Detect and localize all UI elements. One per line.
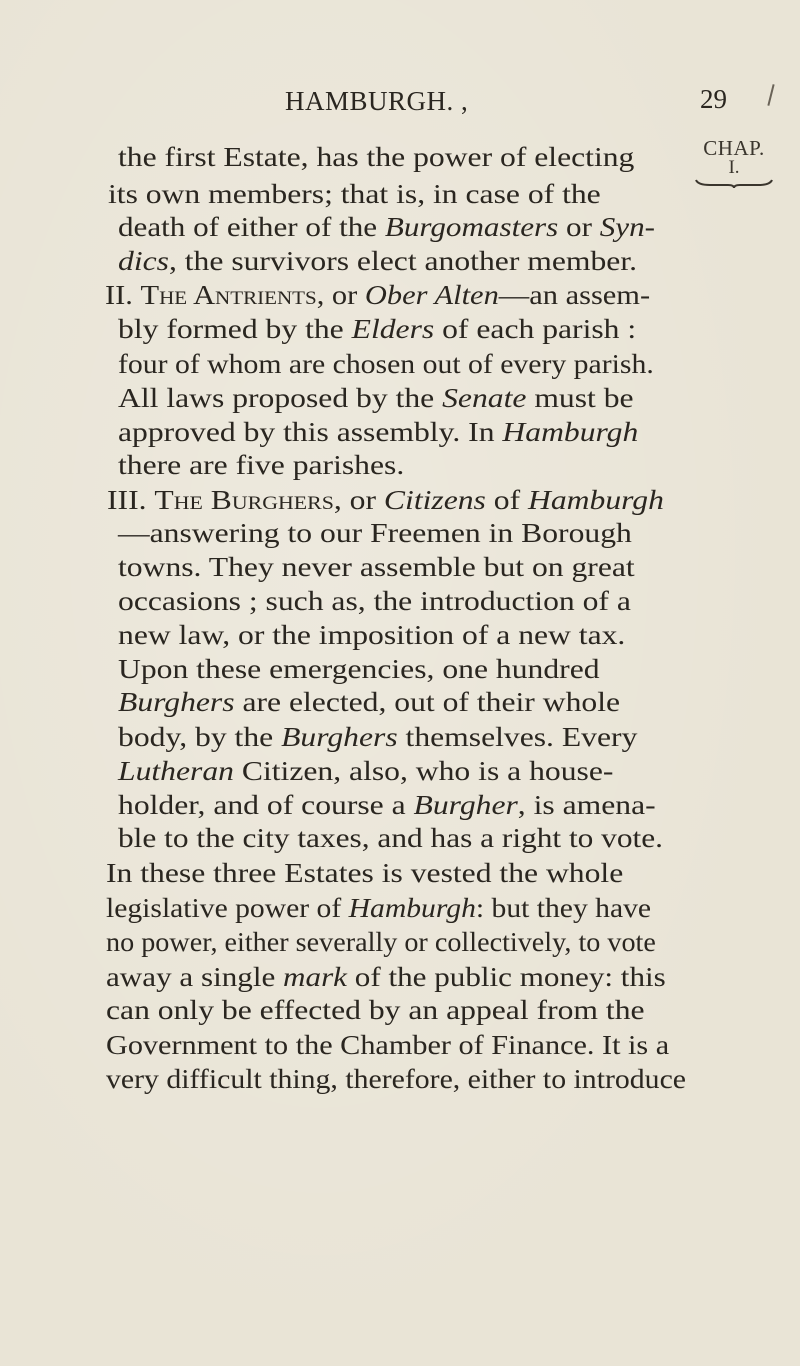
text-line [118,381,634,415]
text-run: can only be effected by an appeal from the [106,994,645,1025]
text-run: The Burghers [154,484,334,515]
chapter-label: CHAP. [703,136,765,160]
text-run: away a single [106,961,284,992]
text-run: , is amena- [517,789,656,820]
text-run: Elders [351,313,435,344]
text-run: II. [105,279,141,310]
text-run: holder, and of course a [118,789,414,820]
text-line [106,960,666,994]
text-run: the first Estate, has the power of electing [118,141,635,172]
text-line [105,278,650,312]
text-line [118,788,656,822]
text-line [118,618,625,652]
text-line [106,925,656,959]
text-line [118,516,632,550]
text-line [118,550,635,584]
text-run: Burgomasters [384,211,559,242]
text-run: All laws proposed by the [118,382,443,413]
text-run: no power, either severally or collectively, to vote [106,926,656,957]
text-run: Senate [442,382,527,413]
text-line [118,312,636,346]
text-run: approved by this assembly. In [118,416,503,447]
text-run: are elected, out of their whole [234,686,621,717]
text-run: Lutheran [118,755,234,786]
chapter-number: I. [728,157,740,178]
text-run: occasions ; such as, the introduction of a [118,585,631,616]
text-run: , the survivors elect another member. [168,245,638,276]
text-run: , or [316,279,365,310]
text-line [118,720,637,754]
text-line [118,347,654,381]
running-head: HAMBURGH. , [285,86,469,116]
text-line [118,754,613,788]
text-line [118,210,655,244]
text-line [118,415,638,449]
text-line [118,821,663,855]
text-run: Syn- [599,211,655,242]
text-run: Upon these emergencies, one hundred [118,653,600,684]
text-line [118,244,637,278]
text-line [106,993,645,1027]
text-run: must be [526,382,634,413]
text-run: death of either of the [118,211,385,242]
margin-mark [767,84,774,106]
text-run: of each parish : [434,313,637,344]
text-line [118,685,620,719]
text-run: ble to the city taxes, and has a right to vote. [118,822,664,853]
text-run: Ober Alten [364,279,499,310]
text-run: body, by the [118,721,282,752]
chapter-side-note [694,138,774,188]
text-run: Burghers [118,686,235,717]
text-run: III. [107,484,155,515]
text-run: of the public money: this [346,961,666,992]
text-run: Burgher [413,789,518,820]
text-run: of [485,484,529,515]
text-line [106,1028,669,1062]
text-run: legislative power of [106,892,349,923]
text-run: : but they have [475,892,652,923]
text-run: dics [118,245,169,276]
text-run: Government to the Chamber of Finance. It is a [106,1029,670,1060]
page-number: 29 [700,84,727,114]
text-run: Hamburgh [528,484,664,515]
text-line [118,652,600,686]
text-run: Hamburgh [502,416,639,447]
text-run: very difficult thing, therefore, either to introduce [106,1063,687,1094]
text-run: or [558,211,600,242]
text-line [118,584,631,618]
text-run: its own members; that is, in case of the [108,178,601,209]
text-run: In these three Estates is vested the whole [106,857,624,888]
text-run: towns. They never assemble but on great [118,551,635,582]
text-run: Citizen, also, who is a house- [233,755,614,786]
text-line [106,856,623,890]
text-line [118,448,404,482]
text-line [106,891,651,925]
text-run: four of whom are chosen out of every parish. [118,348,654,379]
text-run: there are five parishes. [118,449,405,480]
text-run: mark [283,961,347,992]
text-run: —an assem- [498,279,651,310]
text-run: —answering to our Freemen in Borough [118,517,632,548]
text-line [118,140,634,174]
brace-icon [694,178,774,188]
text-run: Burghers [281,721,398,752]
text-run: The Antrients [140,279,317,310]
text-run: Citizens [383,484,486,515]
text-run: Hamburgh [348,892,476,923]
text-run: new law, or the imposition of a new tax. [118,619,626,650]
text-run: , or [333,484,384,515]
text-run: themselves. Every [397,721,638,752]
text-line [107,483,664,517]
text-line [106,1062,686,1096]
text-run: bly formed by the [118,313,352,344]
text-line [108,177,601,211]
